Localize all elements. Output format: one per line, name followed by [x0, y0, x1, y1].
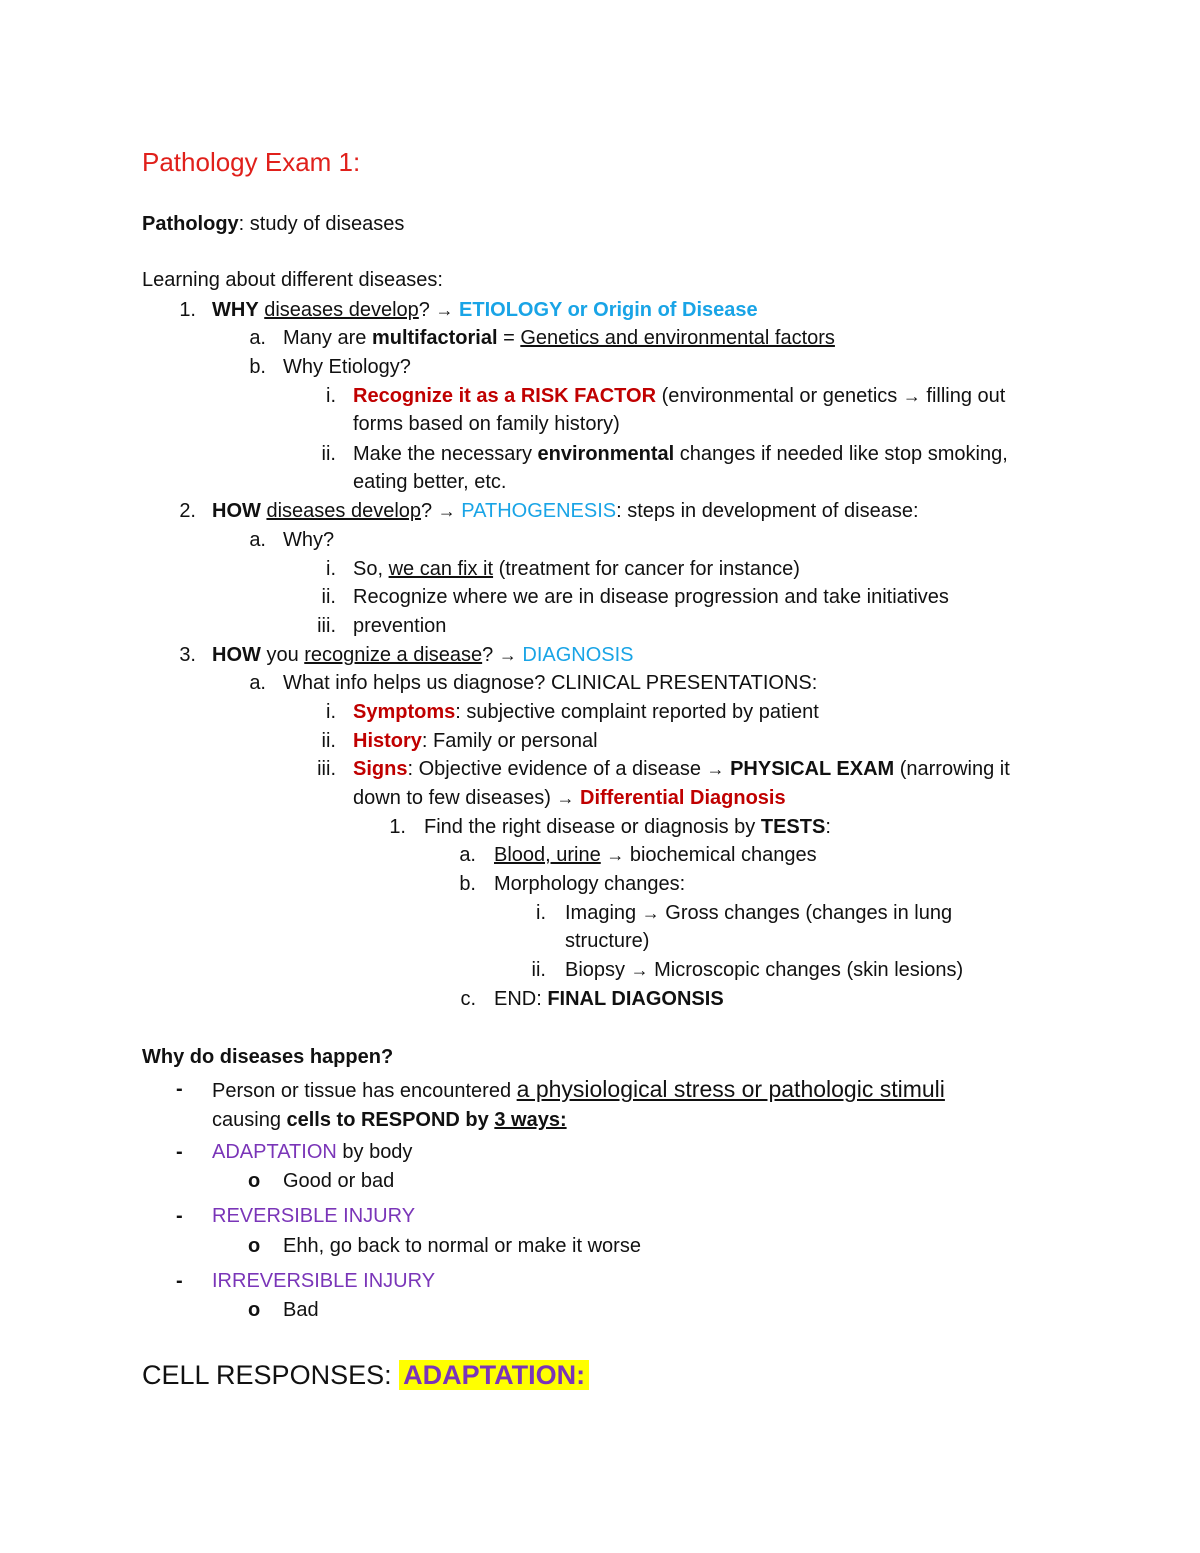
signs-label: Signs	[353, 758, 408, 780]
arrow-icon: →	[437, 501, 456, 521]
definition-line: Pathology: study of diseases	[142, 213, 405, 235]
list-marker: i.	[326, 558, 336, 580]
arrow-icon: →	[902, 386, 921, 406]
reversible-injury-label: REVERSIBLE INJURY	[212, 1205, 416, 1227]
etiology-label: ETIOLOGY or Origin of Disease	[459, 299, 758, 321]
risk-factor-label: Recognize it as a RISK FACTOR	[353, 385, 657, 407]
question-how-recognize: HOW you recognize a disease? → DIAGNOSIS	[212, 644, 634, 666]
list-item: Signs: Objective evidence of a disease → PHYSICAL EXAM (narrowing it	[353, 758, 1010, 780]
list-item: Person or tissue has encountered a physiological stress or pathologic stimuli	[212, 1076, 945, 1102]
document-title: Pathology Exam 1:	[142, 147, 361, 177]
arrow-icon: →	[630, 960, 649, 980]
list-item-continuation: eating better, etc.	[353, 471, 507, 493]
list-item: Ehh, go back to normal or make it worse	[283, 1235, 641, 1257]
list-item: Bad	[283, 1299, 319, 1321]
list-marker: 1.	[389, 816, 406, 838]
list-marker: iii.	[317, 615, 336, 637]
adaptation-label: ADAPTATION	[212, 1141, 337, 1163]
list-marker: b.	[249, 356, 266, 378]
list-item: prevention	[353, 615, 447, 637]
history-label: History	[353, 730, 422, 752]
list-marker: ii.	[321, 443, 336, 465]
list-marker: i.	[326, 701, 336, 723]
list-marker: c.	[460, 988, 476, 1010]
list-marker: 3.	[179, 644, 196, 666]
list-item: END: FINAL DIAGONSIS	[494, 988, 724, 1010]
list-marker: a.	[459, 844, 476, 866]
question-how-develop: HOW diseases develop? → PATHOGENESIS: steps in development of disease:	[212, 500, 919, 522]
question-why-develop: WHY diseases develop? → ETIOLOGY or Origin of Disease	[212, 299, 758, 321]
list-marker: ii.	[531, 959, 546, 981]
list-item: Make the necessary environmental changes if needed like stop smoking,	[353, 443, 1008, 465]
arrow-icon: →	[556, 788, 575, 808]
list-marker: b.	[459, 873, 476, 895]
list-marker: ii.	[321, 730, 336, 752]
dash-bullet: -	[176, 1141, 183, 1163]
arrow-icon: →	[706, 759, 725, 779]
intro-line: Learning about different diseases:	[142, 269, 443, 291]
list-item: Imaging → Gross changes (changes in lung	[565, 902, 953, 924]
list-marker: ii.	[321, 586, 336, 608]
list-item: ADAPTATION by body	[212, 1141, 413, 1163]
list-item: Find the right disease or diagnosis by TESTS:	[424, 816, 831, 838]
arrow-icon: →	[435, 300, 454, 320]
list-item: Why?	[283, 529, 335, 551]
list-item-continuation: forms based on family history)	[353, 413, 620, 435]
dash-bullet: -	[176, 1205, 183, 1227]
list-item: Recognize it as a RISK FACTOR (environmental or genetics → filling out	[353, 385, 1006, 407]
list-marker: a.	[249, 529, 266, 551]
list-marker: a.	[249, 327, 266, 349]
circle-bullet: o	[248, 1235, 261, 1257]
list-marker: iii.	[317, 758, 336, 780]
arrow-icon: →	[498, 645, 517, 665]
list-item: Symptoms: subjective complaint reported by patient	[353, 701, 819, 723]
list-marker: a.	[249, 672, 266, 694]
dash-bullet: -	[176, 1078, 183, 1100]
list-item: History: Family or personal	[353, 730, 598, 752]
pathogenesis-label: PATHOGENESIS	[461, 500, 617, 522]
list-item: Morphology changes:	[494, 873, 686, 895]
list-marker: i.	[326, 385, 336, 407]
symptoms-label: Symptoms	[353, 701, 456, 723]
list-item: Biopsy → Microscopic changes (skin lesions)	[565, 959, 964, 981]
list-item: Good or bad	[283, 1170, 395, 1192]
arrow-icon: →	[606, 845, 625, 865]
list-item-continuation: structure)	[565, 930, 650, 952]
circle-bullet: o	[248, 1299, 261, 1321]
highlighted-adaptation: ADAPTATION:	[399, 1360, 589, 1390]
list-item-continuation: down to few diseases) → Differential Diagnosis	[353, 787, 786, 809]
arrow-icon: →	[641, 903, 660, 923]
list-item: Recognize where we are in disease progression and take initiatives	[353, 586, 949, 608]
list-marker: 1.	[179, 299, 196, 321]
irreversible-injury-label: IRREVERSIBLE INJURY	[212, 1270, 436, 1292]
list-item: Many are multifactorial = Genetics and environmental factors	[283, 327, 835, 349]
list-item: Blood, urine → biochemical changes	[494, 844, 817, 866]
dash-bullet: -	[176, 1270, 183, 1292]
list-item-continuation: causing cells to RESPOND by 3 ways:	[212, 1109, 567, 1131]
circle-bullet: o	[248, 1170, 261, 1192]
list-item: Why Etiology?	[283, 356, 411, 378]
list-marker: i.	[536, 902, 546, 924]
diagnosis-label: DIAGNOSIS	[522, 644, 634, 666]
differential-diagnosis-label: Differential Diagnosis	[580, 787, 786, 809]
list-item: So, we can fix it (treatment for cancer for instance)	[353, 558, 800, 580]
list-item: What info helps us diagnose? CLINICAL PRESENTATIONS:	[283, 672, 818, 694]
why-heading: Why do diseases happen?	[142, 1046, 394, 1068]
section-heading: CELL RESPONSES: ADAPTATION:	[142, 1360, 589, 1391]
list-marker: 2.	[179, 500, 196, 522]
term-pathology: Pathology	[142, 213, 239, 235]
